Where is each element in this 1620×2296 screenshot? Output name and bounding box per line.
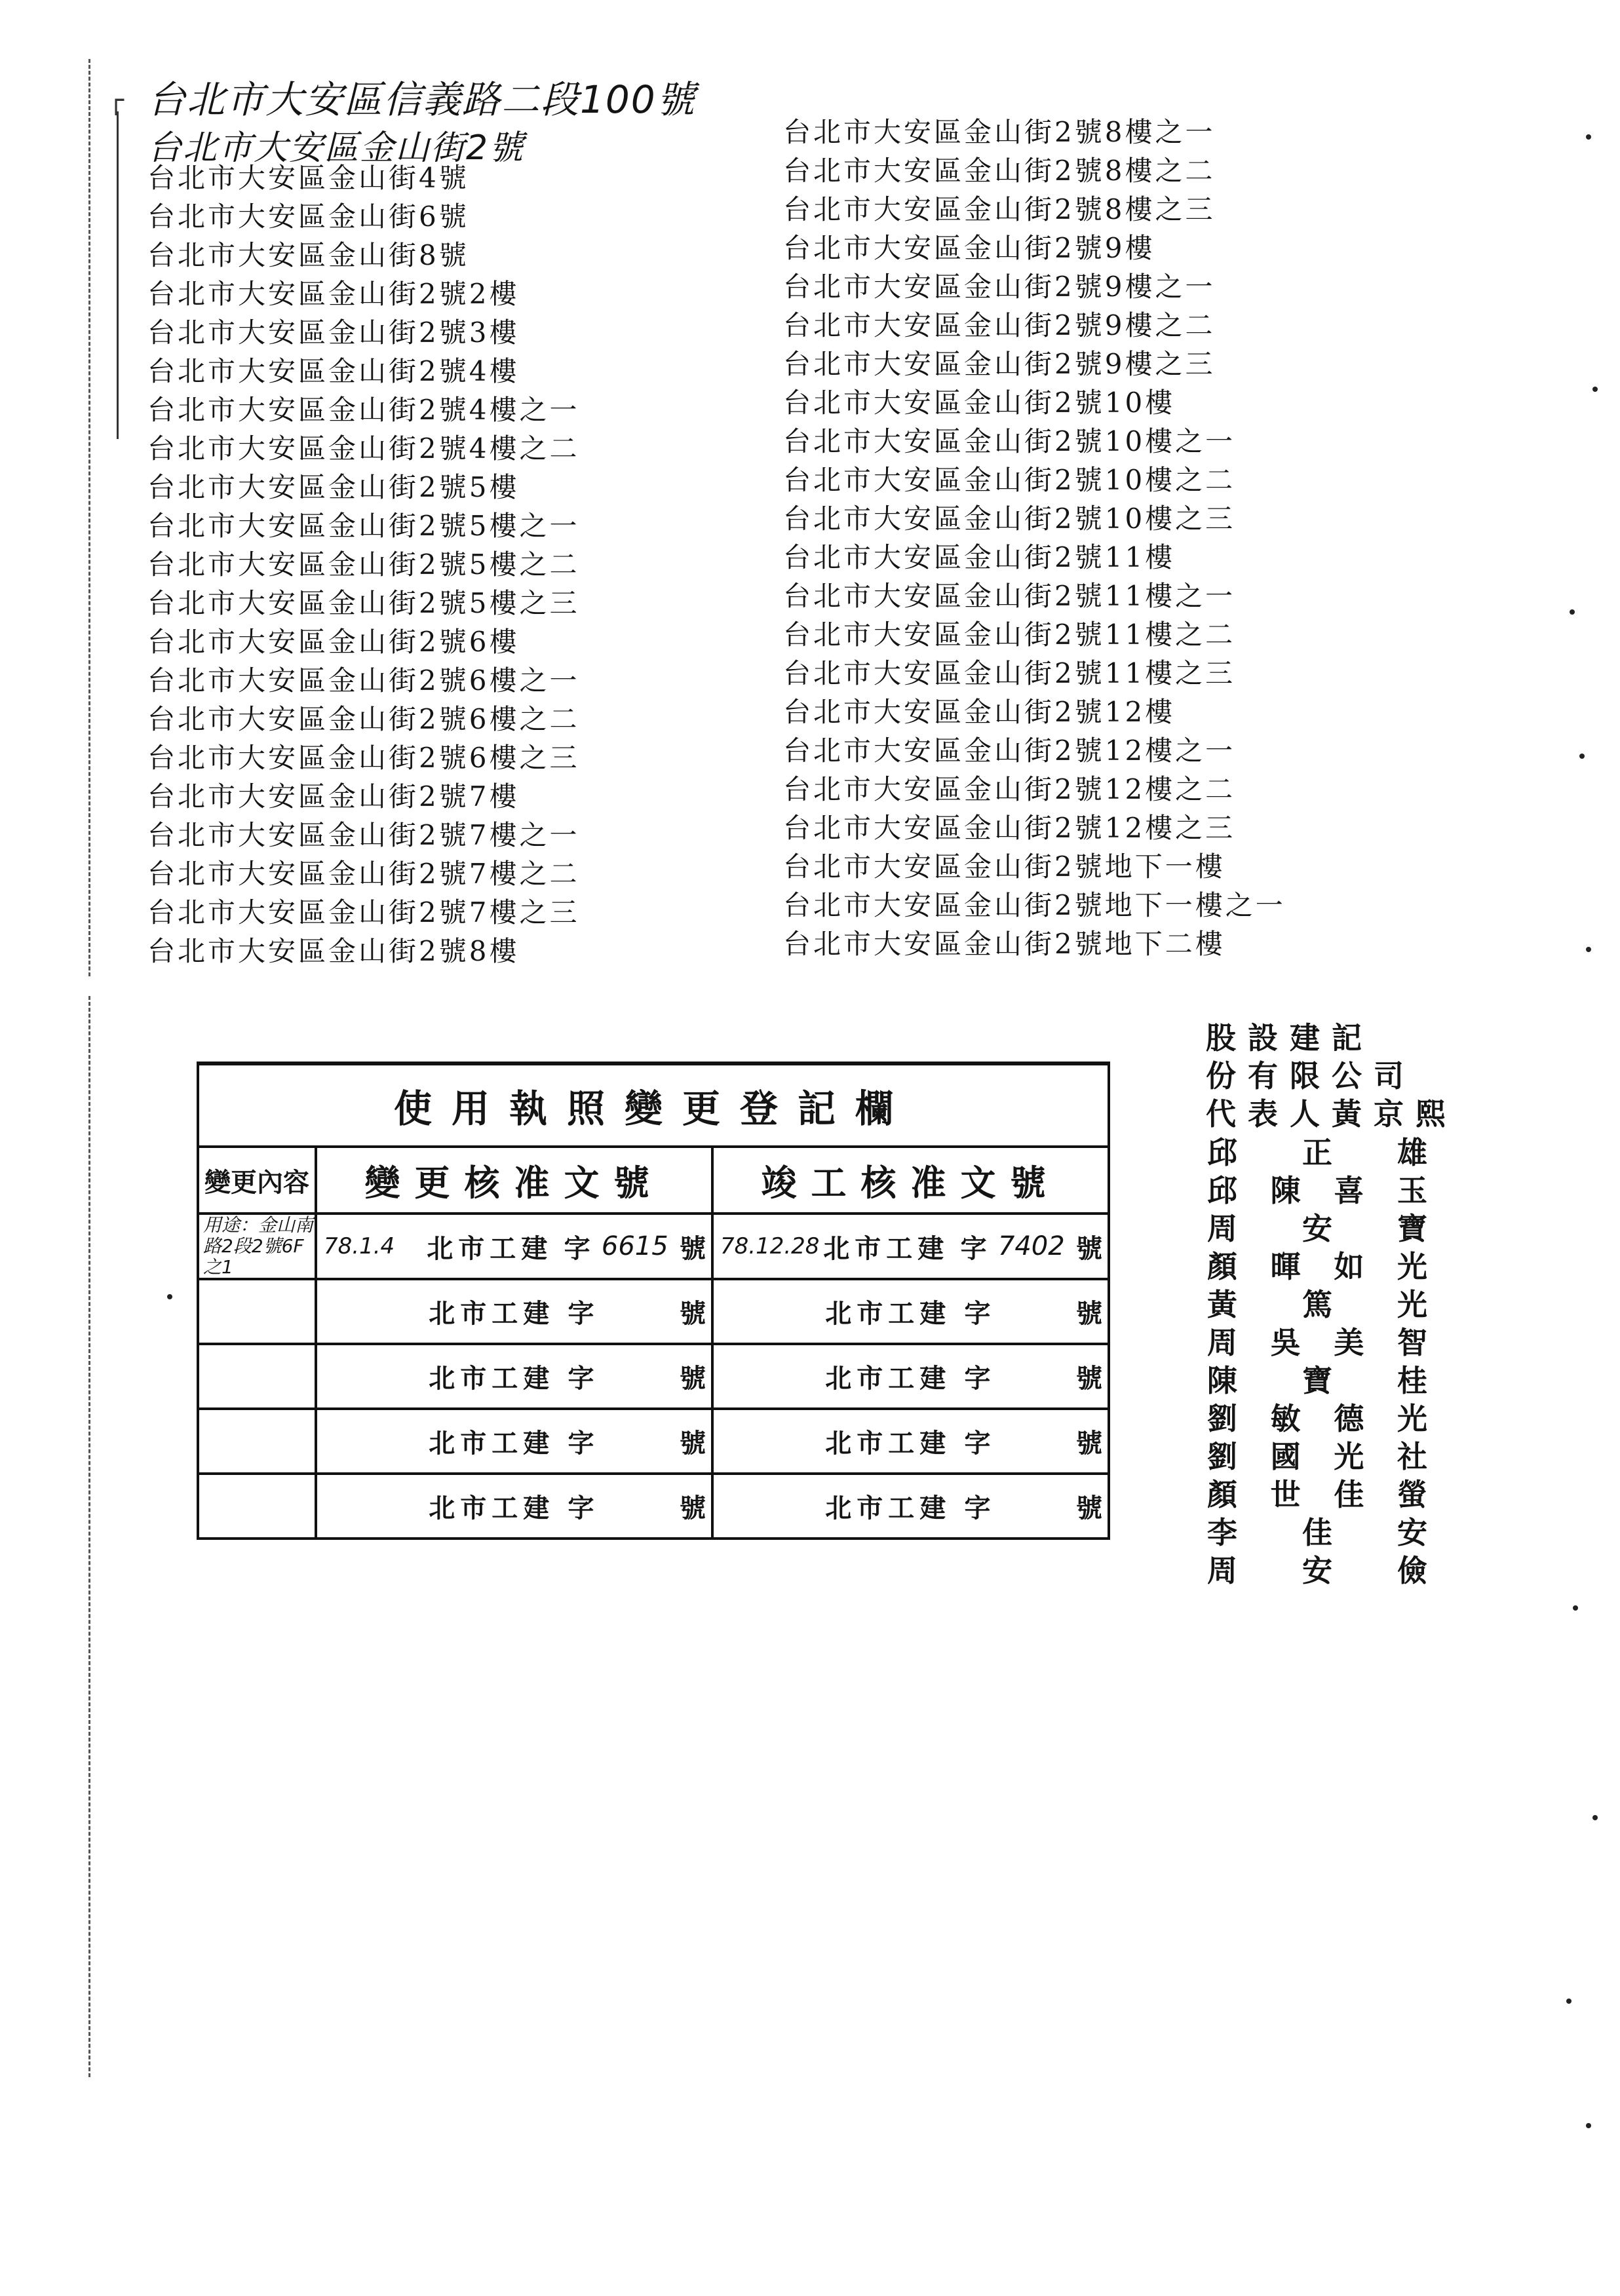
table-title: 使用執照變更登記欄 — [198, 1063, 1109, 1147]
completion-date: 78.12.28 — [720, 1233, 820, 1259]
handwritten-address-2: 台北市大安區金山街2號 — [147, 128, 525, 168]
left-margin-line — [88, 59, 90, 976]
header-change-content: 變更內容 — [198, 1147, 316, 1214]
table-row — [198, 1344, 1109, 1409]
completion-char: 字 — [964, 1493, 991, 1523]
bracket-mark: ┌ — [108, 85, 125, 115]
address-line: 台北市大安區金山街2號7樓之二 — [147, 858, 580, 890]
signer-char: 陳 — [1207, 1363, 1237, 1398]
speck — [1579, 754, 1585, 759]
signer-char: 佳 — [1302, 1515, 1332, 1550]
signer-char: 雄 — [1397, 1135, 1427, 1170]
signer-char: 社 — [1397, 1439, 1427, 1474]
signer-char: 佳 — [1334, 1477, 1364, 1512]
speck — [1573, 1605, 1578, 1611]
address-line: 台北市大安區金山街2號8樓之二 — [783, 155, 1216, 187]
address-line: 台北市大安區金山街2號11樓之二 — [783, 619, 1236, 651]
address-line: 台北市大安區金山街2號8樓之一 — [783, 116, 1216, 148]
signer-char: 智 — [1397, 1325, 1427, 1360]
address-line: 台北市大安區金山街2號9樓 — [783, 232, 1155, 264]
signer-char: 光 — [1334, 1439, 1364, 1474]
signer-list — [1206, 1134, 1429, 1590]
approval-num: 6615 — [601, 1231, 668, 1261]
company-line-1: 股設建記 — [1206, 1020, 1374, 1056]
approval-office: 北市工建 — [429, 1363, 555, 1394]
speck — [167, 1294, 172, 1299]
approval-office: 北市工建 — [427, 1233, 553, 1264]
address-line: 台北市大安區金山街2號6樓之二 — [147, 703, 580, 735]
signer-row — [1206, 1172, 1429, 1210]
address-line: 台北市大安區金山街2號6樓之三 — [147, 742, 580, 774]
signer-row — [1206, 1134, 1429, 1172]
speck — [1592, 1815, 1598, 1820]
signer-char: 光 — [1397, 1401, 1427, 1436]
address-line: 台北市大安區金山街2號8樓之三 — [783, 193, 1216, 225]
address-line: 台北市大安區金山街4號 — [147, 162, 469, 194]
address-line: 台北市大安區金山街2號11樓 — [783, 541, 1176, 573]
table-row — [198, 1474, 1109, 1539]
address-line: 台北市大安區金山街2號6樓 — [147, 626, 520, 658]
approval-office: 北市工建 — [429, 1428, 555, 1459]
approval-char: 字 — [568, 1298, 594, 1329]
completion-number-cell — [712, 1474, 1109, 1539]
approval-suffix: 號 — [680, 1363, 706, 1394]
address-line: 台北市大安區金山街2號12樓之三 — [783, 812, 1236, 844]
approval-number-cell — [316, 1344, 712, 1409]
signer-char: 顏 — [1207, 1249, 1237, 1284]
signer-char: 周 — [1207, 1553, 1237, 1588]
signer-row — [1206, 1324, 1429, 1362]
address-line: 台北市大安區金山街2號地下一樓 — [783, 851, 1225, 883]
signer-char: 寶 — [1302, 1363, 1332, 1398]
completion-char: 字 — [964, 1363, 991, 1394]
approval-office: 北市工建 — [429, 1298, 555, 1329]
approval-suffix: 號 — [680, 1493, 706, 1523]
signer-char: 安 — [1302, 1211, 1332, 1246]
signer-char: 陳 — [1270, 1173, 1301, 1208]
left-margin-line-lower — [88, 996, 90, 2077]
address-line: 台北市大安區金山街2號7樓 — [147, 780, 520, 813]
signer-char: 顏 — [1207, 1477, 1237, 1512]
completion-char: 字 — [964, 1428, 991, 1459]
address-line: 台北市大安區金山街2號12樓 — [783, 696, 1176, 728]
signer-char: 篤 — [1302, 1287, 1332, 1322]
signer-char: 安 — [1302, 1553, 1332, 1588]
change-content-cell — [198, 1409, 316, 1474]
signer-char: 光 — [1397, 1249, 1427, 1284]
approval-char: 字 — [568, 1363, 594, 1394]
signer-row — [1206, 1286, 1429, 1324]
license-change-table — [197, 1062, 1110, 1540]
address-list-right — [783, 113, 1286, 963]
address-line: 台北市大安區金山街2號12樓之一 — [783, 735, 1236, 767]
address-line: 台北市大安區金山街2號10樓之一 — [783, 425, 1236, 457]
completion-num: 7402 — [997, 1231, 1065, 1261]
completion-suffix: 號 — [1076, 1428, 1102, 1459]
header-change-approval: 變更核准文號 — [316, 1147, 712, 1214]
signer-char: 世 — [1270, 1477, 1301, 1512]
signer-row — [1206, 1210, 1429, 1248]
approval-suffix: 號 — [679, 1233, 706, 1264]
address-line: 台北市大安區金山街2號11樓之一 — [783, 580, 1236, 612]
signer-char: 黃 — [1207, 1287, 1237, 1322]
signer-char: 美 — [1334, 1325, 1364, 1360]
approval-char: 字 — [564, 1233, 590, 1264]
address-list-left — [147, 159, 579, 970]
table-row — [198, 1409, 1109, 1474]
completion-suffix: 號 — [1075, 1233, 1102, 1264]
address-line: 台北市大安區金山街2號11樓之三 — [783, 657, 1236, 689]
completion-office: 北市工建 — [825, 1298, 952, 1329]
approval-number-cell — [316, 1214, 712, 1279]
address-line: 台北市大安區金山街2號5樓之三 — [147, 587, 580, 619]
address-line: 台北市大安區金山街6號 — [147, 201, 469, 233]
signer-char: 李 — [1207, 1515, 1237, 1550]
address-line: 台北市大安區金山街2號4樓之一 — [147, 394, 580, 426]
signer-char: 螢 — [1397, 1477, 1427, 1512]
address-line: 台北市大安區金山街2號9樓之三 — [783, 348, 1216, 380]
address-line: 台北市大安區金山街8號 — [147, 239, 469, 271]
completion-suffix: 號 — [1076, 1493, 1102, 1523]
approval-char: 字 — [568, 1428, 594, 1459]
approval-number-cell — [316, 1409, 712, 1474]
table-body — [198, 1214, 1109, 1539]
change-content-cell — [198, 1279, 316, 1344]
signer-char: 寶 — [1397, 1211, 1427, 1246]
address-line: 台北市大安區金山街2號地下二樓 — [783, 928, 1225, 960]
signer-char: 正 — [1302, 1135, 1332, 1170]
table-row — [198, 1214, 1109, 1279]
change-content-cell — [198, 1474, 316, 1539]
address-line: 台北市大安區金山街2號6樓之一 — [147, 664, 580, 697]
signer-row — [1206, 1248, 1429, 1286]
speck — [1586, 947, 1591, 952]
address-line: 台北市大安區金山街2號5樓之二 — [147, 548, 580, 581]
completion-office: 北市工建 — [825, 1493, 952, 1523]
completion-number-cell — [712, 1279, 1109, 1344]
address-line: 台北市大安區金山街2號10樓之二 — [783, 464, 1236, 496]
signer-row — [1206, 1476, 1429, 1514]
signer-char: 儉 — [1397, 1553, 1427, 1588]
approval-number-cell — [316, 1474, 712, 1539]
table-title-row — [198, 1063, 1109, 1147]
completion-office: 北市工建 — [823, 1233, 950, 1264]
address-line: 台北市大安區金山街2號9樓之二 — [783, 309, 1216, 341]
change-content-cell — [198, 1344, 316, 1409]
completion-suffix: 號 — [1076, 1298, 1102, 1329]
address-line: 台北市大安區金山街2號8樓 — [147, 935, 520, 967]
company-representative: 代表人黃京熙 — [1206, 1096, 1457, 1132]
signer-char: 劉 — [1207, 1439, 1237, 1474]
address-line: 台北市大安區金山街2號12樓之二 — [783, 773, 1236, 805]
signer-row — [1206, 1362, 1429, 1400]
address-line: 台北市大安區金山街2號7樓之一 — [147, 819, 580, 851]
completion-suffix: 號 — [1076, 1363, 1102, 1394]
address-line: 台北市大安區金山街2號4樓 — [147, 355, 520, 387]
address-line: 台北市大安區金山街2號4樓之二 — [147, 432, 580, 465]
address-line: 台北市大安區金山街2號3樓 — [147, 316, 520, 349]
approval-suffix: 號 — [680, 1298, 706, 1329]
company-block — [1206, 1019, 1457, 1133]
address-line: 台北市大安區金山街2號5樓之一 — [147, 510, 580, 542]
signer-row — [1206, 1438, 1429, 1476]
completion-char: 字 — [964, 1298, 991, 1329]
company-line-2: 份有限公司 — [1206, 1058, 1416, 1094]
change-content-text: 用途：金山南路2段2號6F之1 — [203, 1214, 314, 1278]
approval-char: 字 — [568, 1493, 594, 1523]
speck — [1592, 387, 1598, 392]
completion-number-cell — [712, 1344, 1109, 1409]
speck — [1586, 2123, 1591, 2128]
signer-row — [1206, 1552, 1429, 1590]
table-row — [198, 1279, 1109, 1344]
signer-row — [1206, 1400, 1429, 1438]
approval-suffix: 號 — [680, 1428, 706, 1459]
signer-char: 周 — [1207, 1325, 1237, 1360]
signer-char: 桂 — [1397, 1363, 1427, 1398]
signer-char: 德 — [1334, 1401, 1364, 1436]
completion-number-cell — [712, 1409, 1109, 1474]
address-line: 台北市大安區金山街2號10樓 — [783, 387, 1176, 419]
header-completion-approval: 竣工核准文號 — [712, 1147, 1109, 1214]
address-line: 台北市大安區金山街2號7樓之三 — [147, 896, 580, 928]
signer-row — [1206, 1514, 1429, 1552]
signer-char: 邱 — [1207, 1135, 1237, 1170]
completion-char: 字 — [960, 1233, 987, 1264]
address-line: 台北市大安區金山街2號5樓 — [147, 471, 520, 503]
approval-number-cell — [316, 1279, 712, 1344]
signer-char: 吳 — [1270, 1325, 1301, 1360]
approval-office: 北市工建 — [429, 1493, 555, 1523]
handwritten-address-1: 台北市大安區信義路二段100號 — [147, 77, 696, 122]
signer-char: 安 — [1397, 1515, 1427, 1550]
completion-office: 北市工建 — [825, 1363, 952, 1394]
signer-char: 暉 — [1270, 1249, 1301, 1284]
signer-char: 喜 — [1334, 1173, 1364, 1208]
signer-char: 國 — [1270, 1439, 1301, 1474]
speck — [1570, 609, 1575, 615]
approval-date: 78.1.4 — [324, 1233, 395, 1259]
signer-char: 如 — [1334, 1249, 1364, 1284]
bracket-line — [117, 111, 119, 439]
signer-char: 周 — [1207, 1211, 1237, 1246]
table-header-row — [198, 1147, 1109, 1214]
address-line: 台北市大安區金山街2號10樓之三 — [783, 503, 1236, 535]
signer-char: 劉 — [1207, 1401, 1237, 1436]
completion-number-cell — [712, 1214, 1109, 1279]
signer-char: 光 — [1397, 1287, 1427, 1322]
address-line: 台北市大安區金山街2號2樓 — [147, 278, 520, 310]
signer-char: 敏 — [1270, 1401, 1301, 1436]
signer-char: 邱 — [1207, 1173, 1237, 1208]
completion-office: 北市工建 — [825, 1428, 952, 1459]
address-line: 台北市大安區金山街2號9樓之一 — [783, 271, 1216, 303]
speck — [1586, 134, 1591, 140]
signer-char: 玉 — [1397, 1173, 1427, 1208]
address-line: 台北市大安區金山街2號地下一樓之一 — [783, 889, 1286, 921]
change-content-cell — [198, 1214, 316, 1279]
speck — [1566, 1999, 1572, 2004]
